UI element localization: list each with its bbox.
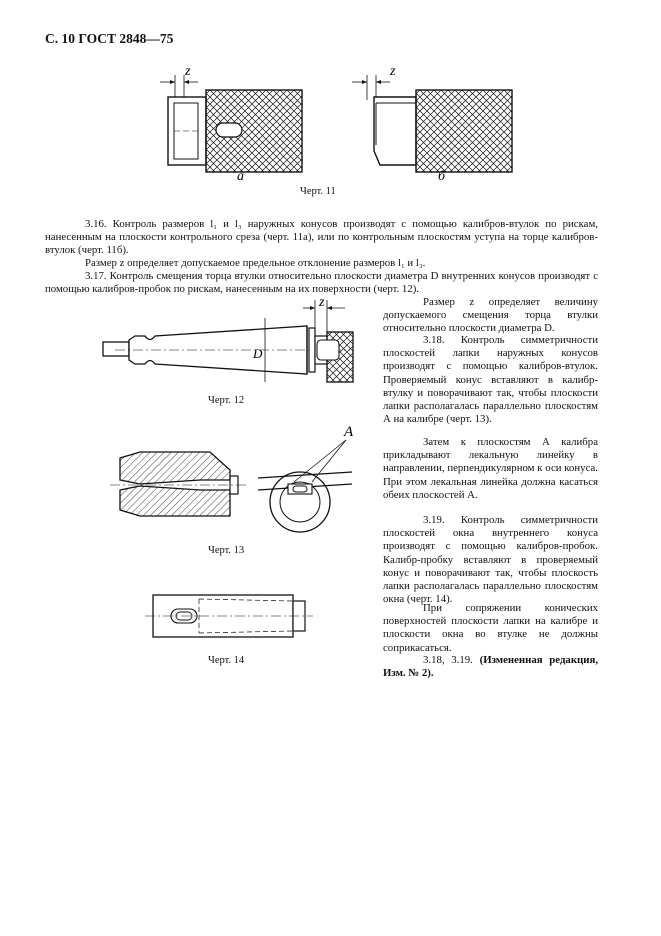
figure-13 bbox=[90, 420, 380, 540]
figure-11-sub-b: б bbox=[438, 169, 446, 184]
figure-12 bbox=[95, 296, 365, 396]
paragraph-3-16-z: Размер z определяет допускаемое предельное отклонение размеров l₁ и l₃. bbox=[85, 257, 426, 269]
figure-11 bbox=[140, 55, 540, 190]
figure-14-drawing bbox=[145, 585, 315, 645]
figure-13-caption: Черт. 13 bbox=[208, 545, 245, 556]
figure-12-caption: Черт. 12 bbox=[208, 395, 245, 406]
figure-11-z-label-b: z bbox=[390, 64, 396, 79]
paragraph-3-18: 3.18. Контроль симметричности плоскостей лапки наружных конусов производят с помощью калибров-втулок. Проверяемый конус вставляют в калибр-втулку и поворачивают так, чтобы плоскости лапки располагалась параллельно плоскостям А на калибре (черт. 13). bbox=[383, 334, 598, 426]
page-header: С. 10 ГОСТ 2848—75 bbox=[45, 31, 174, 46]
figure-13-a-label: А bbox=[344, 424, 354, 440]
paragraph-3-19-b: При сопряжении конических поверхностей плоскости лапки на калибре и плоскости окна во втулке не должны соприкасаться. bbox=[383, 602, 598, 654]
paragraph-3-16: 3.16. Контроль размеров l₁ и l₃ наружных конусов производят с помощью калибров-втулок по рискам, нанесенным на плоскости контрольного среза (черт. 11а), или по контрольным плоскостям уступа на торце калибров-втулок (черт. 11б). bbox=[45, 218, 598, 257]
paragraph-change-note bbox=[383, 654, 598, 680]
figure-12-drawing bbox=[95, 296, 365, 396]
figure-14 bbox=[145, 585, 315, 645]
figure-14-caption: Черт. 14 bbox=[208, 655, 245, 666]
figure-11-sub-a: а bbox=[237, 169, 244, 184]
figure-12-z-label: z bbox=[319, 295, 325, 310]
change-note-numbers: 3.18, 3.19. bbox=[423, 654, 473, 666]
paragraph-z-size: Размер z определяет величину допускаемого смещения торца втулки относительно плоскости диаметра D. bbox=[383, 296, 598, 335]
change-note-text: (Измененная редакция, Изм. № 2). bbox=[383, 654, 599, 680]
paragraph-3-18-b: Затем к плоскостям А калибра прикладывают лекальную линейку в направлении, перпендикулярном к оси конуса. При этом лекальная линейка должна касаться обеих плоскостей А. bbox=[383, 436, 598, 501]
figure-11-z-label-a: z bbox=[185, 64, 191, 79]
figure-13-drawing bbox=[90, 420, 380, 540]
figure-11-caption: Черт. 11 bbox=[300, 186, 336, 197]
figure-11-drawing bbox=[140, 55, 540, 190]
paragraph-3-19: 3.19. Контроль симметричности плоскостей окна внутреннего конуса производят с помощью калибров-пробок. Калибр-пробку вставляют в проверяемый конус и поворачивают так, чтобы плоскость лапки располагалась параллельно плоскостям окна (черт. 14). bbox=[383, 514, 598, 606]
figure-12-d-label: D bbox=[253, 346, 263, 361]
paragraph-3-17: 3.17. Контроль смещения торца втулки относительно плоскости диаметра D внутренних конусов производят с помощью калибров-пробок по рискам, нанесенным на их поверхности (черт. 12). bbox=[45, 270, 598, 296]
